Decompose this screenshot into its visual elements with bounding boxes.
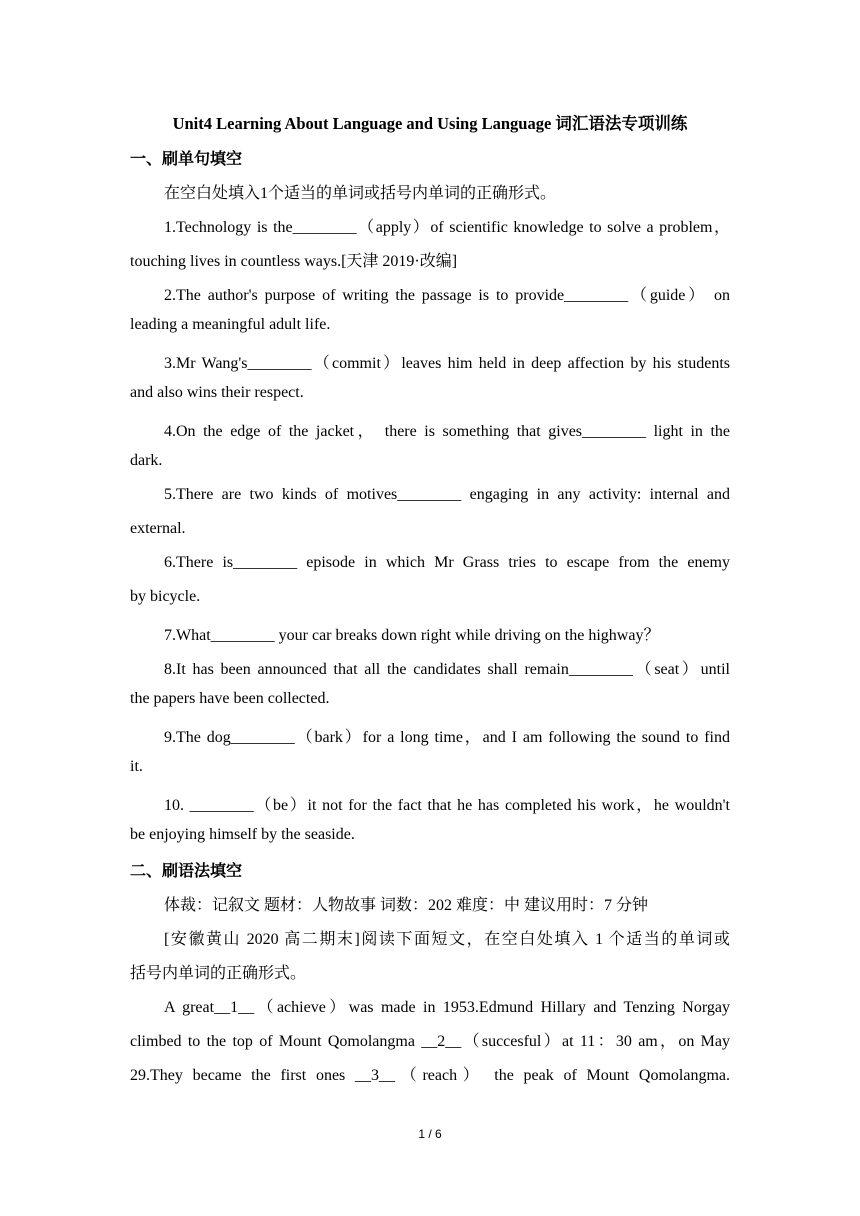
- question-line: the papers have been collected.: [130, 690, 330, 707]
- question-line: 10. ________（be）it not for the fact that he has completed his work，he wouldn't: [164, 797, 730, 814]
- question-line: 2.The author's purpose of writing the passage is to provide________（guide） on: [164, 287, 730, 304]
- question-line: dark.: [130, 452, 163, 469]
- section-heading-single-sentence: 一、刷单句填空: [130, 149, 243, 168]
- passage-line: climbed to the top of Mount Qomolangma __2__（succesful）at 11：30 am，on May: [130, 1033, 730, 1050]
- question-line: 5.There are two kinds of motives________ engaging in any activity: internal and: [164, 486, 730, 503]
- question-line: 3.Mr Wang's________（commit）leaves him held in deep affection by his students: [164, 355, 730, 372]
- passage-line: 29.They became the first ones __3__（reach） the peak of Mount Qomolangma.: [130, 1067, 730, 1084]
- section-heading-grammar-fill: 二、刷语法填空: [130, 861, 243, 880]
- question-line: 7.What________ your car breaks down right while driving on the highway？: [164, 627, 660, 644]
- question-line: and also wins their respect.: [130, 384, 304, 401]
- question-line: touching lives in countless ways.[天津 2019·改编]: [130, 253, 458, 270]
- question-line: 9.The dog________（bark）for a long time，and I am following the sound to find: [164, 729, 730, 746]
- page-number: 1 / 6: [418, 1127, 442, 1141]
- passage-instruction-line: 括号内单词的正确形式。: [130, 965, 307, 982]
- question-line: it.: [130, 758, 143, 775]
- document-title: Unit4 Learning About Language and Using Language 词汇语法专项训练: [172, 114, 688, 133]
- passage-line: A great__1__（achieve）was made in 1953.Edmund Hillary and Tenzing Norgay: [164, 999, 730, 1016]
- section-instruction: 在空白处填入1个适当的单词或括号内单词的正确形式。: [164, 185, 557, 202]
- question-line: be enjoying himself by the seaside.: [130, 826, 355, 843]
- passage-info: 体裁：记叙文 题材：人物故事 词数：202 难度：中 建议用时：7 分钟: [164, 897, 649, 914]
- question-line: leading a meaningful adult life.: [130, 316, 331, 333]
- passage-instruction-line: [安徽黄山 2020 高二期末]阅读下面短文，在空白处填入 1 个适当的单词或: [164, 931, 730, 948]
- question-line: 4.On the edge of the jacket， there is something that gives________ light in the: [164, 423, 730, 440]
- question-line: 1.Technology is the________（apply）of scientific knowledge to solve a problem，: [164, 219, 730, 236]
- question-line: by bicycle.: [130, 588, 201, 605]
- question-line: 8.It has been announced that all the candidates shall remain________（seat）until: [164, 661, 730, 678]
- question-line: 6.There is________ episode in which Mr Grass tries to escape from the enemy: [164, 554, 730, 571]
- question-line: external.: [130, 520, 186, 537]
